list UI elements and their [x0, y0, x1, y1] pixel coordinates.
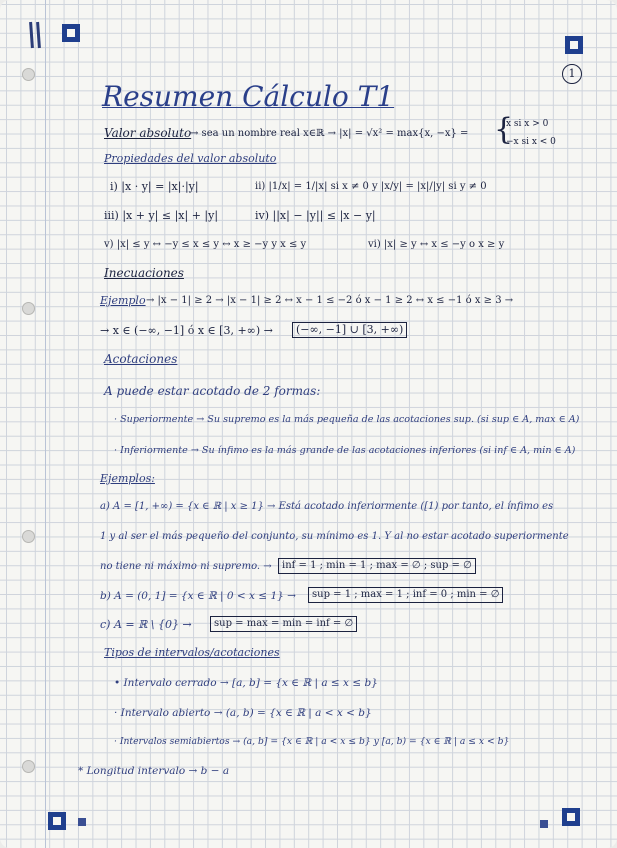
binder-hole — [22, 530, 35, 543]
inecuacion-line: → |x − 1| ≥ 2 → |x − 1| ≥ 2 ↔ x − 1 ≤ −2 ó x − 1 ≥ 2 ↔ x ≤ −1 ó x ≥ 3 → — [146, 295, 514, 306]
binder-hole — [22, 760, 35, 773]
tipos-heading: Tipos de intervalos/acotaciones — [104, 646, 280, 659]
cases-brace: { — [494, 112, 514, 147]
corner-bars-mark — [30, 22, 44, 52]
propiedad-item: iii) |x + y| ≤ |x| + |y| — [104, 209, 219, 222]
tipo-item: · Intervalos semiabiertos → (a, b] = {x ∈ ℝ | a < x ≤ b} y [a, b) = {x ∈ ℝ | a ≤ x < b} — [114, 736, 510, 747]
inecuaciones-heading: Inecuaciones — [104, 266, 184, 280]
ejemplo-c-line: c) A = ℝ \ {0} → — [100, 618, 192, 631]
page-number: 1 — [562, 64, 582, 84]
ejemplo-a-box: inf = 1 ; min = 1 ; max = ∅ ; sup = ∅ — [278, 558, 476, 574]
propiedad-item: v) |x| ≤ y ↔ −y ≤ x ≤ y ↔ x ≥ −y y x ≤ y — [104, 239, 307, 250]
valor-absoluto-heading: Valor absoluto — [104, 126, 192, 140]
binder-hole — [22, 68, 35, 81]
ejemplo-label: Ejemplo — [100, 294, 146, 307]
ejemplos-heading: Ejemplos: — [100, 472, 155, 485]
case-positive: x si x > 0 — [506, 119, 549, 129]
corner-marker-icon — [562, 808, 580, 826]
propiedad-item: iv) ||x| − |y|| ≤ |x − y| — [255, 209, 376, 222]
propiedades-heading: Propiedades del valor absoluto — [104, 152, 277, 165]
propiedad-item: vi) |x| ≥ y ↔ x ≤ −y o x ≥ y — [368, 239, 505, 250]
ejemplo-b-box: sup = 1 ; max = 1 ; inf = 0 ; min = ∅ — [308, 587, 503, 603]
ejemplo-a-line: 1 y al ser el más pequeño del conjunto, su mínimo es 1. Y al no estar acotado superiormente — [100, 531, 569, 542]
corner-marker-icon — [62, 24, 80, 42]
acotacion-bullet: · Inferiormente → Su ínfimo es la más grande de las acotaciones inferiores (si inf ∈ A, min ∈ A) — [114, 445, 576, 456]
acotacion-bullet: · Superiormente → Su supremo es la más pequeña de las acotaciones sup. (si sup ∈ A, max ∈ A) — [114, 414, 580, 425]
bottom-square-mark — [78, 818, 86, 826]
valor-absoluto-definition: → sea un nombre real x∈ℝ → |x| = √x² = max{x, −x} = — [190, 128, 469, 139]
ejemplo-c-box: sup = max = min = inf = ∅ — [210, 616, 357, 632]
corner-marker-icon — [48, 812, 66, 830]
page-title: Resumen Cálculo T1 — [102, 80, 395, 113]
propiedad-item: ii) |1/x| = 1/|x| si x ≠ 0 y |x/y| = |x|/|y| si y ≠ 0 — [255, 181, 487, 192]
margin-line — [45, 0, 46, 848]
acotaciones-heading: Acotaciones — [104, 352, 178, 366]
ejemplo-b-line: b) A = (0, 1] = {x ∈ ℝ | 0 < x ≤ 1} → — [100, 590, 296, 602]
binder-hole — [22, 302, 35, 315]
acotaciones-intro: A puede estar acotado de 2 formas: — [104, 384, 321, 398]
bottom-square-mark — [540, 820, 548, 828]
tipo-item: • Intervalo cerrado → [a, b] = {x ∈ ℝ | a ≤ x ≤ b} — [114, 677, 378, 689]
ejemplo-a-line: no tiene ni máximo ni supremo. → — [100, 561, 272, 572]
ejemplo-a-line: a) A = [1, +∞) = {x ∈ ℝ | x ≥ 1} → Está acotado inferiormente ([1) por tanto, el ínfimo es — [100, 501, 554, 512]
inecuacion-line: → x ∈ (−∞, −1] ó x ∈ [3, +∞) → — [100, 324, 273, 337]
corner-marker-icon — [565, 36, 583, 54]
inecuacion-result-box: (−∞, −1] ∪ [3, +∞) — [292, 322, 407, 338]
propiedad-item: i) |x · y| = |x|·|y| — [110, 180, 199, 193]
tipo-item: · Intervalo abierto → (a, b) = {x ∈ ℝ | a < x < b} — [114, 707, 372, 719]
case-negative: −x si x < 0 — [506, 137, 556, 147]
longitud-note: * Longitud intervalo → b − a — [78, 765, 230, 777]
